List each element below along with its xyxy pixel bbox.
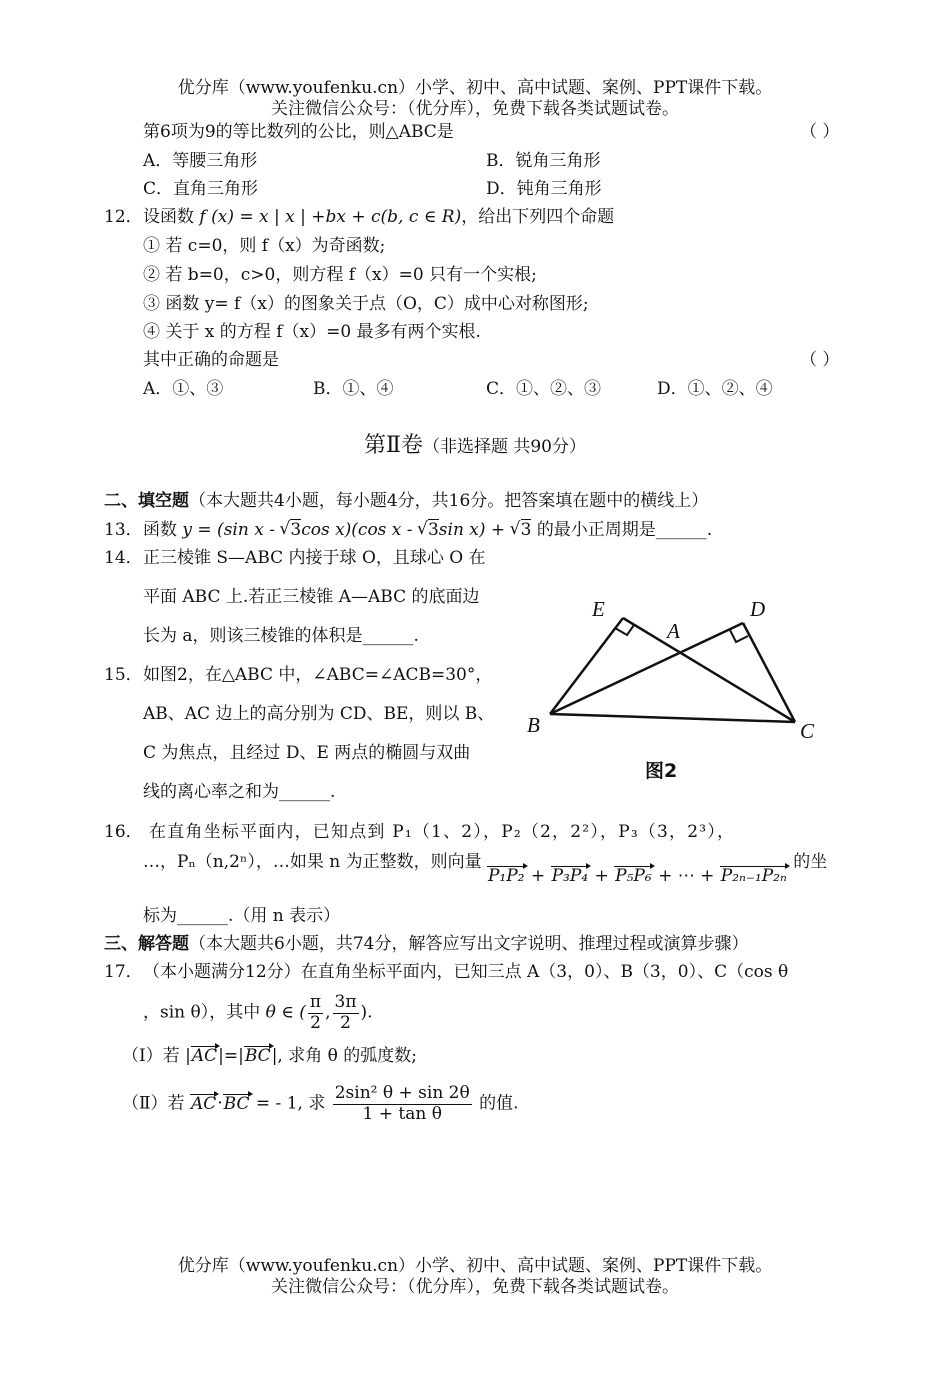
q17-p2-dot: · (217, 1093, 223, 1114)
q15-line-1: 如图2，在△ABC 中，∠ABC=∠ACB=30°， (143, 665, 493, 685)
frac-expression: $\frac{\text{2sin² θ + sin 2θ}}{\text{1 + tan θ}}$ (334, 1083, 470, 1124)
q12-stem-a: 设函数 (143, 207, 194, 227)
section3-head: 三、解答题 (104, 934, 189, 954)
q13-b: 的最小正周期是______. (536, 520, 713, 540)
q17-p1-eq: |=| (218, 1046, 244, 1066)
q17-part-2 (122, 1084, 519, 1124)
q15-line-2: AB、AC 边上的高分别为 CD、BE，则以 B、 (143, 704, 495, 724)
plus-2: + (594, 866, 609, 886)
part2-heading (0, 432, 950, 460)
label-c: C (800, 719, 815, 743)
line-bd (550, 623, 743, 714)
q12-option-c: C．①、②、③ (486, 379, 602, 399)
line-be (550, 618, 623, 714)
vector-ac-2: AC (190, 1093, 217, 1114)
section2-desc: （本大题共4小题，每小题4分，共16分。把答案填在题中的横线上） (189, 491, 709, 511)
footer-line-1: 优分库（www.youfenku.cn）小学、初中、高中试题、案例、PPT课件下载。 (177, 1256, 773, 1276)
q12-number: 12． (104, 207, 143, 227)
q14-line-1: 正三棱锥 S—ABC 内接于球 O，且球心 O 在 (143, 548, 486, 568)
q16-line-2a: …，Pₙ（n,2ⁿ），…如果 n 为正整数，则向量 (143, 852, 482, 872)
figure-caption: 图2 (645, 760, 678, 782)
q17-comma: , (325, 1002, 331, 1023)
vector-p2n-1p2n: P₂ₙ₋₁P₂ₙ (720, 866, 787, 886)
vector-p3p4: P₃P₄ (551, 866, 589, 886)
header-line-1: 优分库（www.youfenku.cn）小学、初中、高中试题、案例、PPT课件下载。 (177, 78, 773, 98)
right-angle-d (730, 630, 748, 642)
q17-p2-a: （Ⅱ）若 (122, 1093, 185, 1114)
section2-head: 二、填空题 (104, 491, 189, 511)
q13-number: 13． (104, 520, 143, 540)
q12-option-a: A．①、③ (143, 379, 224, 399)
frac-3pi-2: $\frac{3\pi}{2}$ (334, 992, 357, 1033)
part2-title: 第Ⅱ卷 (363, 433, 423, 458)
q12-stem (143, 207, 614, 228)
section2-heading (104, 491, 708, 512)
q16-line-2 (143, 852, 828, 886)
section3-desc: （本大题共6小题，共74分，解答应写出文字说明、推理过程或演算步骤） (189, 934, 749, 954)
q13-formula-c: sin x) + (438, 520, 511, 540)
q16-line-3: 标为______.（用 n 表示） (143, 906, 341, 926)
q15-line-3: C 为焦点，且经过 D、E 两点的椭圆与双曲 (143, 743, 471, 763)
q14-line-2: 平面 ABC 上.若正三棱锥 A—ABC 的底面边 (143, 587, 480, 607)
vector-bc-2: BC (223, 1093, 250, 1114)
q12-answer-paren: （ ） (800, 350, 840, 370)
q12-item-4: ④ 关于 x 的方程 f（x）=0 最多有两个实根. (143, 322, 481, 342)
q13-sqrt-2: √ 3 (418, 520, 439, 541)
q17-p1-b: |, 求角 θ 的弧度数; (271, 1046, 417, 1066)
q13-formula-b: cos x)(cos x - (301, 520, 418, 540)
dots: + ⋯ + (658, 866, 715, 886)
vector-p1p2: P₁P₂ (487, 866, 525, 886)
q12-function: f (x) = x | x | +bx + c(b, c ∈ R) (199, 207, 462, 227)
q17-number: 17． (104, 962, 143, 982)
q13-a: 函数 (143, 520, 177, 540)
label-b: B (527, 713, 540, 737)
q13-sqrt-1: √ 3 (280, 520, 301, 541)
line-bc (550, 714, 795, 722)
q16-line-2b: 的坐 (793, 852, 828, 872)
q12-item-3: ③ 函数 y= f（x）的图象关于点（O，C）成中心对称图形; (143, 294, 589, 314)
q12-ask: 其中正确的命题是 (143, 350, 279, 370)
q17-line-2 (143, 993, 373, 1033)
q17-close: ). (360, 1002, 373, 1023)
q17-p1-a: （Ⅰ）若 (122, 1046, 180, 1066)
vector-bc-1: BC (244, 1046, 271, 1066)
header-line-2: 关注微信公众号：（优分库），免费下载各类试题试卷。 (271, 99, 679, 119)
q12-option-d: D．①、②、④ (657, 379, 773, 399)
q16-number: 16． (104, 822, 143, 842)
label-d: D (750, 597, 766, 621)
section3-heading (104, 934, 748, 955)
triangle-figure (520, 590, 830, 790)
q14-number: 14． (104, 548, 143, 568)
q12-item-2: ② 若 b=0，c>0，则方程 f（x）=0 只有一个实根; (143, 265, 537, 285)
q17-p2-b: 的值. (479, 1093, 519, 1114)
q12-item-1: ① 若 c=0，则 f（x）为奇函数; (143, 236, 386, 256)
footer-line-2: 关注微信公众号：（优分库），免费下载各类试题试卷。 (271, 1277, 679, 1297)
q17-line-2a: ，sin θ），其中 (143, 1002, 261, 1023)
q17-p2-eq: = - 1, 求 (255, 1093, 326, 1114)
q11-answer-paren: （ ） (800, 122, 840, 142)
q17-part-1: （Ⅰ）若 |AC|=|BC|, 求角 θ 的弧度数; (122, 1046, 417, 1066)
label-a: A (667, 619, 680, 643)
q17-line-1: （本小题满分12分）在直角坐标平面内，已知三点 A（3，0）、B（3，0）、C（cos θ (143, 962, 789, 982)
q12-stem-b: ，给出下列四个命题 (461, 207, 615, 227)
part2-subtitle: （非选择题 共90分） (422, 437, 586, 457)
q14-line-3: 长为 a，则该三棱锥的体积是______. (143, 626, 419, 646)
q11-option-d: D．钝角三角形 (486, 179, 602, 199)
q16-line-1: 在直角坐标平面内，已知点到 P₁（1、2），P₂（2，2²），P₃（3，2³）， (149, 822, 736, 842)
q13-stem (143, 520, 712, 541)
label-e: E (592, 597, 605, 621)
q15-number: 15． (104, 665, 143, 685)
q12-option-b: B．①、④ (313, 379, 394, 399)
q11-option-c: C．直角三角形 (143, 179, 259, 199)
vector-ac-1: AC (191, 1046, 218, 1066)
line-ec (623, 618, 795, 722)
q11-stem: 第6项为9的等比数列的公比，则△ABC是 (143, 122, 454, 142)
q13-sqrt-3: √ 3 (511, 520, 532, 541)
q11-option-a: A．等腰三角形 (143, 151, 258, 171)
vector-p5p6: P₅P₆ (615, 866, 652, 886)
q11-option-b: B．锐角三角形 (486, 151, 601, 171)
q13-formula-a: y = (sin x - (182, 520, 281, 540)
q17-theta-in: θ ∈ ( (265, 1002, 306, 1023)
frac-pi-2: $\frac{\pi}{2}$ (309, 992, 322, 1033)
plus-1: + (530, 866, 546, 886)
q15-line-4: 线的离心率之和为______. (143, 782, 336, 802)
